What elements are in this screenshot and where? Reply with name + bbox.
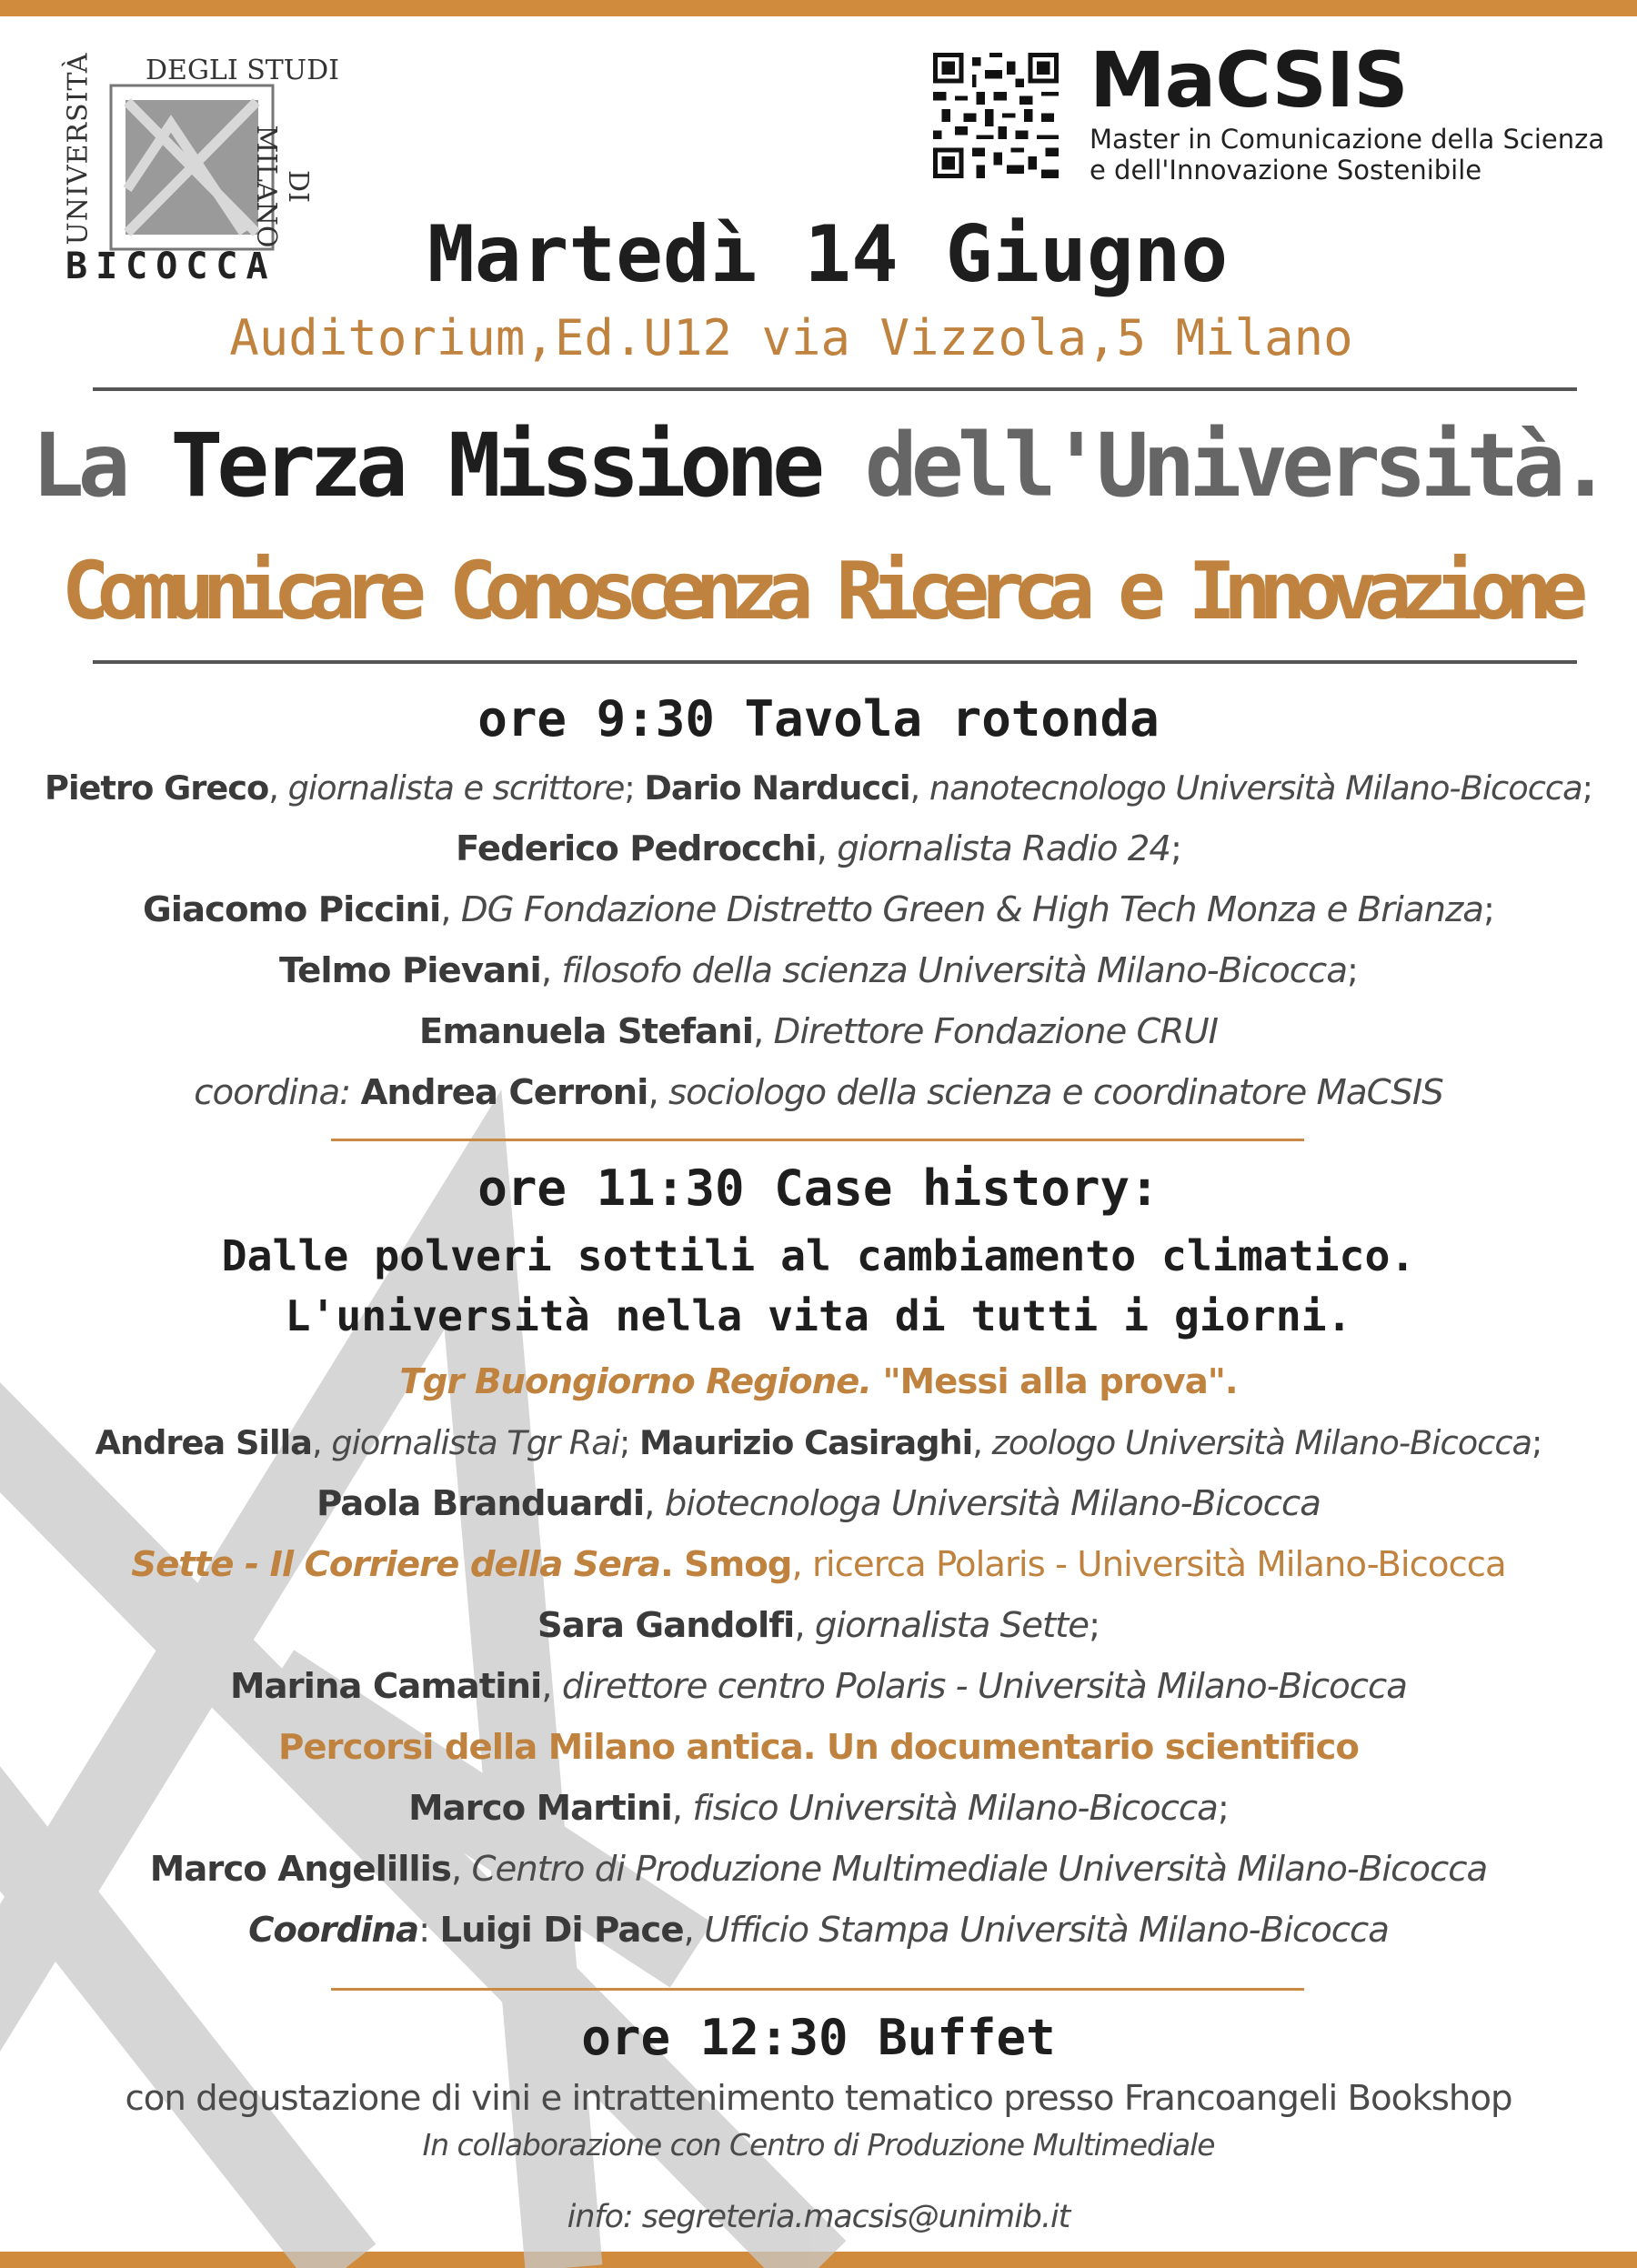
macsis-subtitle-line1: Master in Comunicazione della Scienza [1090,124,1605,155]
contact-info [0,2197,1637,2237]
logo-text-bicocca: BICOCCA [65,246,276,287]
bottom-accent-bar [0,2252,1637,2268]
macsis-logo [1090,36,1604,186]
contact-email[interactable]: info: segreteria.macsis@unimib.it [567,2199,1070,2235]
coord-label: Coordina [248,1910,419,1951]
top-accent-bar [0,0,1637,16]
speaker-name: Dario Narducci [644,768,910,808]
speaker-name: Luigi Di Pace [439,1910,684,1951]
session1-line2: Federico Pedrocchi, giornalista Radio 24; [456,828,1181,869]
speaker-role: giornalista Radio 24 [837,828,1170,869]
session2-coordinator: Coordina: Luigi Di Pace, Ufficio Stampa Università Milano-Bicocca [248,1910,1389,1951]
case1-program: Tgr Buongiorno Regione. [399,1361,872,1402]
session1-line3: Giacomo Piccini, DG Fondazione Distretto Green & High Tech Monza e Brianza; [142,889,1495,930]
speaker-role: giornalista Sette [814,1605,1090,1646]
event-venue: Auditorium,Ed.U12 via Vizzola,5 Milano [229,309,1353,366]
speaker-name: Federico Pedrocchi [456,828,817,869]
speaker-name: Emanuela Stefani [418,1011,753,1052]
case2-line1: Sara Gandolfi, giornalista Sette; [537,1605,1100,1646]
session3-heading: ore 12:30 Buffet [581,2009,1056,2066]
speaker-role: zoologo Università Milano-Bicocca [991,1423,1532,1462]
case3-line2: Marco Angelillis, Centro di Produzione Multimediale Università Milano-Bicocca [149,1849,1488,1890]
case1-line1: Andrea Silla, giornalista Tgr Rai; Maurizio Casiraghi, zoologo Università Milano-Bicocca; [95,1423,1542,1462]
case2-title [0,1543,1637,1587]
qr-code-icon [933,53,1059,178]
case3-title: Percorsi della Milano antica. Un documentario scientifico [278,1727,1359,1768]
speaker-role: filosofo della scienza Università Milano-Bicocca [561,950,1348,991]
title-line2: Comunicare Conoscenza Ricerca e Innovazione [61,545,1576,637]
session1-line5: Emanuela Stefani, Direttore Fondazione CRUI [418,1011,1219,1052]
speaker-role: giornalista Tgr Rai [331,1423,619,1462]
title-line1 [0,411,1637,520]
speaker-name: Sara Gandolfi [537,1605,795,1646]
speaker-name: Andrea Cerroni [360,1072,648,1113]
case1-line2: Paola Branduardi, biotecnologa Università Milano-Bicocca [316,1483,1321,1524]
rule-title-top [93,387,1577,391]
title-universita: dell'Università. [818,415,1606,517]
session2-subtitle2: L'università nella vita di tutti i giorni. [285,1291,1352,1340]
case1-segment: "Messi alla prova". [871,1361,1238,1402]
rule-title-bottom [93,660,1577,664]
logo-text-universita: UNIVERSITÀ [62,52,95,246]
case2-topic: . Smog [659,1544,792,1585]
logo-text-degli-studi: DEGLI STUDI [146,55,339,86]
speaker-role: giornalista e scrittore [287,768,625,808]
macsis-name: MaCSIS [1090,35,1408,125]
case3-line1: Marco Martini, fisico Università Milano-Bicocca; [408,1788,1229,1829]
session1-line4: Telmo Pievani, filosofo della scienza Università Milano-Bicocca; [278,950,1359,991]
speaker-name: Pietro Greco [45,768,269,808]
case2-desc: , ricerca Polaris - Università Milano-Bicocca [791,1544,1506,1585]
coord-label: coordina: [194,1072,351,1113]
title-terza-missione: Terza Missione [170,415,818,517]
rule-session1 [331,1139,1304,1141]
rule-session2 [331,1988,1304,1991]
speaker-role: Ufficio Stampa Università Milano-Bicocca [704,1910,1389,1951]
speaker-name: Marco Martini [408,1788,672,1829]
speaker-role: nanotecnologo Università Milano-Bicocca [929,768,1582,808]
session1-line1: Pietro Greco, giornalista e scrittore; Dario Narducci, nanotecnologo Università Milano-Bicocca; [45,768,1592,808]
speaker-name: Maurizio Casiraghi [639,1423,973,1462]
session1-coordinator: coordina: Andrea Cerroni, sociologo della scienza e coordinatore MaCSIS [194,1072,1443,1113]
title-la: La [31,415,171,517]
collaboration-text: In collaborazione con Centro di Produzione Multimediale [422,2127,1215,2163]
case2-line2: Marina Camatini, direttore centro Polaris - Università Milano-Bicocca [230,1666,1407,1707]
case2-publication: Sette - Il Corriere della Sera [131,1544,660,1585]
event-date: Martedì 14 Giugno [427,209,1229,300]
speaker-name: Telmo Pievani [278,950,541,991]
session3-description: con degustazione di vini e intrattenimento tematico presso Francoangeli Bookshop [125,2078,1512,2119]
speaker-name: Marco Angelillis [149,1849,451,1890]
session2-heading: ore 11:30 Case history: [477,1159,1160,1217]
speaker-name: Andrea Silla [95,1423,312,1462]
macsis-subtitle-line2: e dell'Innovazione Sostenibile [1090,155,1482,186]
speaker-role: Direttore Fondazione CRUI [773,1011,1219,1052]
speaker-name: Giacomo Piccini [142,889,441,930]
session2-subtitle1: Dalle polveri sottili al cambiamento climatico. [221,1231,1416,1280]
speaker-role: Centro di Produzione Multimediale Università Milano-Bicocca [471,1849,1488,1890]
speaker-name: Marina Camatini [230,1666,542,1707]
speaker-role: DG Fondazione Distretto Green & High Tech Monza e Brianza [460,889,1483,930]
session1-heading: ore 9:30 Tavola rotonda [477,690,1160,748]
speaker-name: Paola Branduardi [316,1483,645,1524]
university-logo [55,52,339,289]
speaker-role: direttore centro Polaris - Università Milano-Bicocca [561,1666,1407,1707]
case1-title [0,1360,1637,1404]
session3-collaboration [0,2126,1637,2164]
speaker-role: fisico Università Milano-Bicocca [692,1788,1218,1829]
logo-text-di-milano: DI MILANO [250,125,314,248]
speaker-role: sociologo della scienza e coordinatore MaCSIS [668,1072,1443,1113]
speaker-role: biotecnologa Università Milano-Bicocca [664,1483,1321,1524]
